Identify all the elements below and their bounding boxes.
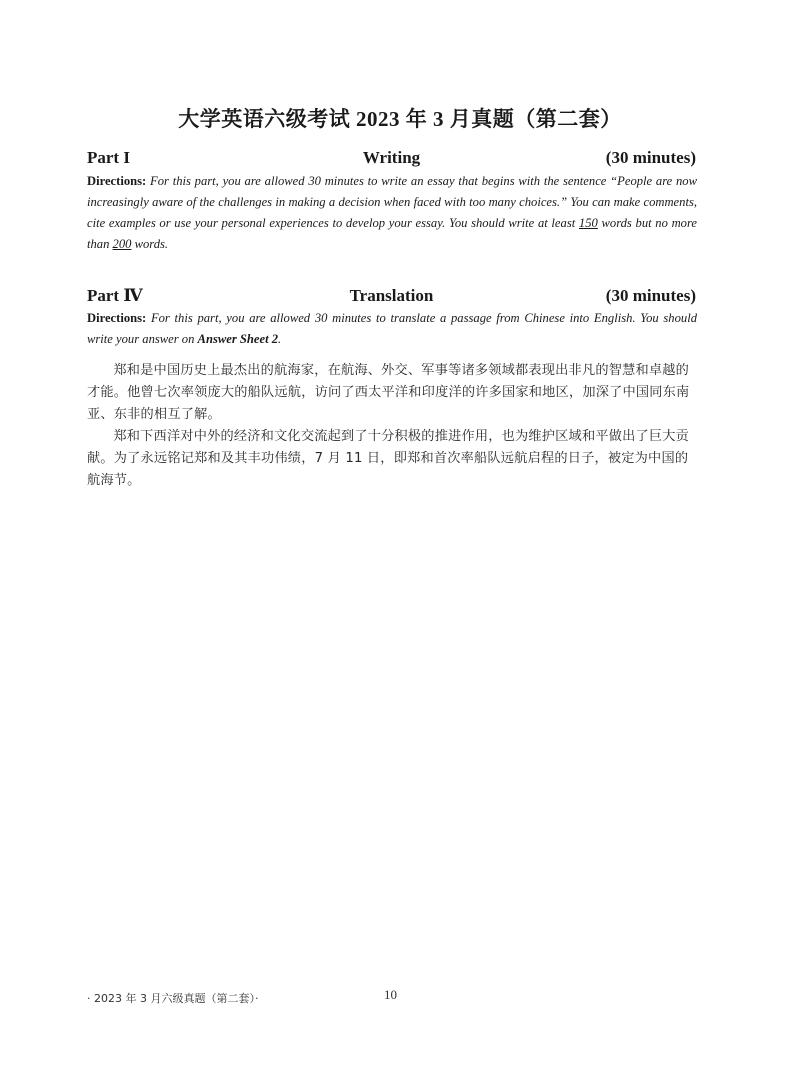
part4-directions-text-1: For this part, you are allowed 30 minutes to translate a passage from Chinese into English. You should write your answer on: [87, 311, 697, 346]
footer-page-number: 10: [384, 987, 397, 1002]
part1-directions: [87, 171, 697, 255]
part1-directions-text-2: words but no more than: [87, 216, 697, 251]
part4-answer-sheet: Answer Sheet 2: [197, 332, 279, 346]
part4-name: Translation: [349, 286, 434, 305]
translation-passage: [87, 360, 697, 492]
part1-header: [87, 148, 696, 172]
part1-label: Part I: [87, 148, 130, 167]
part4-directions-label: Directions:: [87, 311, 147, 325]
part4-time: (30 minutes): [605, 286, 696, 305]
part1-directions-label: Directions:: [87, 174, 147, 188]
part1-name: Writing: [362, 148, 421, 167]
part1-max-words: 200: [112, 237, 132, 251]
passage-paragraph-1: 郑和是中国历史上最杰出的航海家，在航海、外交、军事等诸多领域都表现出非凡的智慧和卓越的才能。他曾七次率领庞大的船队远航，访问了西太平洋和印度洋的许多国家和地区，加深了中国同东南亚、东非的相互了解。: [87, 363, 690, 422]
part1-time: (30 minutes): [605, 148, 696, 167]
footer-running-title: · 2023 年 3 月六级真题（第二套）·: [87, 992, 259, 1005]
part4-header: [87, 286, 696, 310]
page-title: 大学英语六级考试 2023 年 3 月真题（第二套）: [178, 107, 622, 131]
part4-directions: [87, 308, 697, 350]
part4-label: Part Ⅳ: [87, 286, 143, 305]
part4-directions-text-2: .: [278, 332, 282, 346]
part1-directions-text-1: For this part, you are allowed 30 minutes to write an essay that begins with the sentence “People are now increasingly aware of the challenges in making a decision when faced with too many choices.” You can make comments, cite examples or use your personal experiences to develop your essay. You should write at least: [87, 174, 697, 230]
passage-paragraph-2: 郑和下西洋对中外的经济和文化交流起到了十分积极的推进作用，也为维护区域和平做出了巨大贡献。为了永远铭记郑和及其丰功伟绩，7 月 11 日，即郑和首次率船队远航启程的日子，被定为中国的航海节。: [87, 429, 690, 488]
part1-min-words: 150: [578, 216, 598, 230]
part1-directions-text-3: words.: [131, 237, 169, 251]
